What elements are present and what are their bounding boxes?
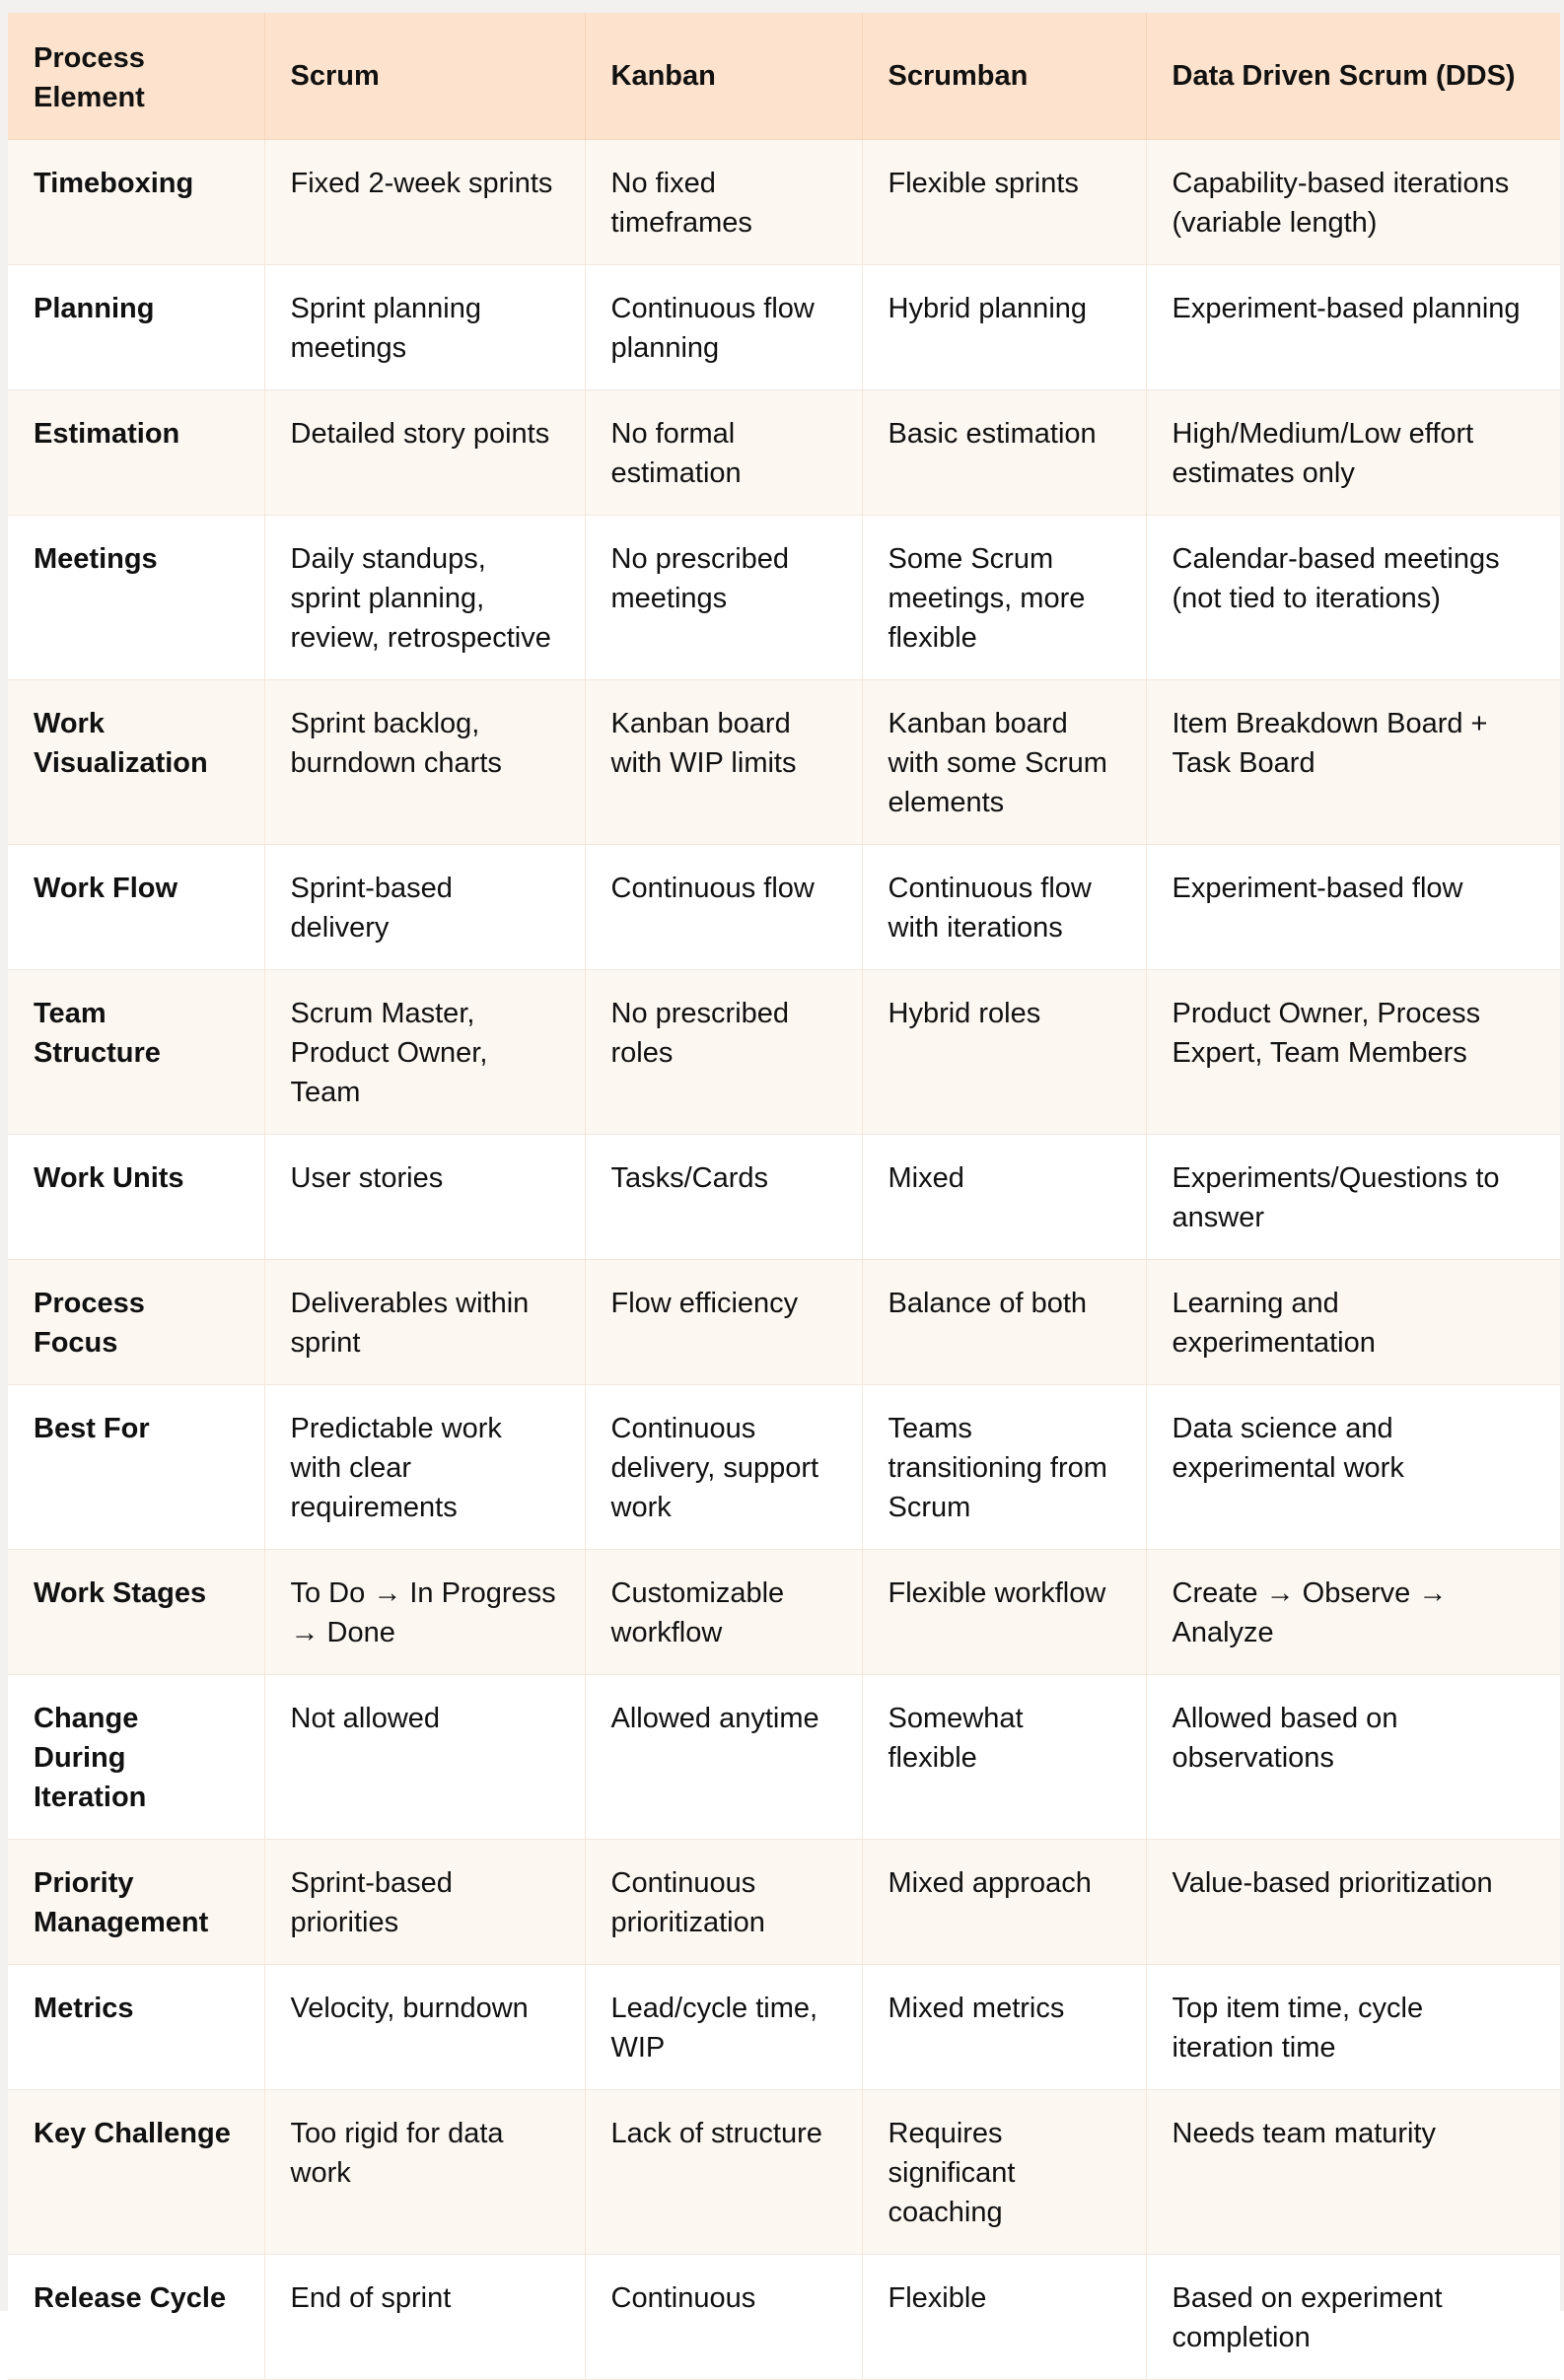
header-dds: Data Driven Scrum (DDS) (1146, 13, 1560, 140)
cell-kanban: Customizable workflow (585, 1550, 862, 1675)
row-label: Process Focus (8, 1260, 264, 1385)
cell-scrum: Scrum Master, Product Owner, Team (264, 970, 585, 1135)
row-label: Release Cycle (8, 2255, 264, 2380)
table-row (8, 1550, 1560, 1675)
row-label: Work Flow (8, 845, 264, 970)
table-row (8, 680, 1560, 845)
cell-scrum: To Do → In Progress → Done (264, 1550, 585, 1675)
cell-dds: Needs team maturity (1146, 2090, 1560, 2255)
table-row (8, 140, 1560, 265)
cell-scrum: Not allowed (264, 1675, 585, 1840)
cell-dds: Value-based prioritization (1146, 1840, 1560, 1965)
row-label: Key Challenge (8, 2090, 264, 2255)
cell-kanban: Allowed anytime (585, 1675, 862, 1840)
cell-scrumban: Kanban board with some Scrum elements (862, 680, 1146, 845)
table-body (8, 140, 1560, 2380)
table-row (8, 265, 1560, 390)
cell-dds: Product Owner, Process Expert, Team Members (1146, 970, 1560, 1135)
cell-scrum: Velocity, burndown (264, 1965, 585, 2090)
cell-scrumban: Balance of both (862, 1260, 1146, 1385)
cell-scrumban: Mixed (862, 1135, 1146, 1260)
table-row (8, 516, 1560, 680)
row-label: Work Visualization (8, 680, 264, 845)
cell-scrum: Detailed story points (264, 390, 585, 516)
cell-scrumban: Hybrid roles (862, 970, 1146, 1135)
table-row (8, 1135, 1560, 1260)
cell-scrum: Predictable work with clear requirements (264, 1385, 585, 1550)
row-label: Work Units (8, 1135, 264, 1260)
cell-dds: Calendar-based meetings (not tied to iterations) (1146, 516, 1560, 680)
cell-scrum: Deliverables within sprint (264, 1260, 585, 1385)
header-scrumban: Scrumban (862, 13, 1146, 140)
cell-scrumban: Hybrid planning (862, 265, 1146, 390)
row-label: Metrics (8, 1965, 264, 2090)
cell-scrumban: Requires significant coaching (862, 2090, 1146, 2255)
row-label: Work Stages (8, 1550, 264, 1675)
cell-dds: Experiments/Questions to answer (1146, 1135, 1560, 1260)
table-row (8, 1965, 1560, 2090)
row-label: Priority Management (8, 1840, 264, 1965)
header-process-element: Process Element (8, 13, 264, 140)
table-row (8, 2090, 1560, 2255)
table-header (8, 13, 1560, 140)
row-label: Meetings (8, 516, 264, 680)
cell-kanban: Flow efficiency (585, 1260, 862, 1385)
cell-scrumban: Flexible sprints (862, 140, 1146, 265)
cell-scrum: Sprint-based priorities (264, 1840, 585, 1965)
row-label: Estimation (8, 390, 264, 516)
table-row (8, 2255, 1560, 2380)
cell-kanban: No fixed timeframes (585, 140, 862, 265)
row-label: Team Structure (8, 970, 264, 1135)
table-row (8, 390, 1560, 516)
cell-dds: Create → Observe → Analyze (1146, 1550, 1560, 1675)
cell-dds: Top item time, cycle iteration time (1146, 1965, 1560, 2090)
cell-kanban: No prescribed meetings (585, 516, 862, 680)
cell-kanban: No formal estimation (585, 390, 862, 516)
cell-scrumban: Mixed approach (862, 1840, 1146, 1965)
row-label: Change During Iteration (8, 1675, 264, 1840)
cell-dds: Experiment-based planning (1146, 265, 1560, 390)
table-row (8, 1260, 1560, 1385)
header-scrum: Scrum (264, 13, 585, 140)
header-row (8, 13, 1560, 140)
cell-scrum: Sprint-based delivery (264, 845, 585, 970)
cell-kanban: No prescribed roles (585, 970, 862, 1135)
cell-dds: Capability-based iterations (variable length) (1146, 140, 1560, 265)
cell-kanban: Kanban board with WIP limits (585, 680, 862, 845)
cell-dds: Learning and experimentation (1146, 1260, 1560, 1385)
cell-scrum: Sprint planning meetings (264, 265, 585, 390)
cell-dds: Allowed based on observations (1146, 1675, 1560, 1840)
cell-scrum: End of sprint (264, 2255, 585, 2380)
cell-dds: High/Medium/Low effort estimates only (1146, 390, 1560, 516)
table-row (8, 1675, 1560, 1840)
table-row (8, 845, 1560, 970)
cell-kanban: Continuous delivery, support work (585, 1385, 862, 1550)
cell-scrumban: Flexible workflow (862, 1550, 1146, 1675)
cell-dds: Based on experiment completion (1146, 2255, 1560, 2380)
cell-kanban: Tasks/Cards (585, 1135, 862, 1260)
row-label: Planning (8, 265, 264, 390)
cell-scrumban: Continuous flow with iterations (862, 845, 1146, 970)
cell-scrum: Fixed 2-week sprints (264, 140, 585, 265)
cell-scrum: Sprint backlog, burndown charts (264, 680, 585, 845)
cell-scrum: Too rigid for data work (264, 2090, 585, 2255)
cell-kanban: Continuous flow (585, 845, 862, 970)
cell-kanban: Continuous (585, 2255, 862, 2380)
cell-kanban: Lack of structure (585, 2090, 862, 2255)
cell-scrumban: Somewhat flexible (862, 1675, 1146, 1840)
comparison-table (8, 13, 1560, 2380)
cell-scrumban: Flexible (862, 2255, 1146, 2380)
cell-kanban: Continuous flow planning (585, 265, 862, 390)
table-row (8, 1385, 1560, 1550)
cell-scrum: Daily standups, sprint planning, review, retrospective (264, 516, 585, 680)
cell-scrumban: Some Scrum meetings, more flexible (862, 516, 1146, 680)
table-row (8, 1840, 1560, 1965)
cell-kanban: Lead/cycle time, WIP (585, 1965, 862, 2090)
row-label: Best For (8, 1385, 264, 1550)
table-row (8, 970, 1560, 1135)
cell-dds: Item Breakdown Board + Task Board (1146, 680, 1560, 845)
cell-kanban: Continuous prioritization (585, 1840, 862, 1965)
cell-dds: Data science and experimental work (1146, 1385, 1560, 1550)
cell-scrumban: Basic estimation (862, 390, 1146, 516)
cell-scrumban: Mixed metrics (862, 1965, 1146, 2090)
header-kanban: Kanban (585, 13, 862, 140)
row-label: Timeboxing (8, 140, 264, 265)
cell-dds: Experiment-based flow (1146, 845, 1560, 970)
cell-scrumban: Teams transitioning from Scrum (862, 1385, 1146, 1550)
cell-scrum: User stories (264, 1135, 585, 1260)
